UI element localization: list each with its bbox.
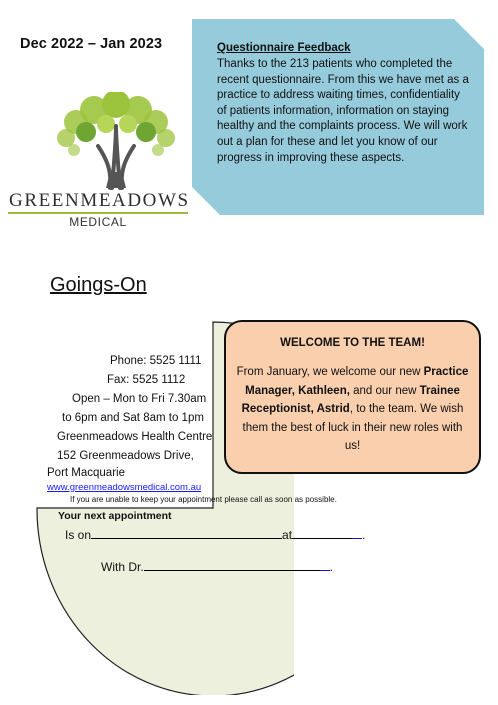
tree-logo-icon <box>46 92 186 192</box>
welcome-intro: From January, we welcome our new <box>236 366 421 378</box>
welcome-box <box>224 320 481 474</box>
logo-divider <box>8 212 188 214</box>
is-on-label: Is on <box>65 528 92 542</box>
logo-wordmark: GREENMEADOWS <box>9 190 190 211</box>
section-title: Goings-On <box>50 274 147 296</box>
address-line2: 152 Greenmeadows Drive, <box>57 450 194 462</box>
fax-number: Fax: 5525 1112 <box>107 374 186 386</box>
welcome-outro: , to the team. We wish them the best of luck in their new roles with us! <box>242 403 464 453</box>
appointment-doctor-row: With Dr. . <box>101 560 334 574</box>
feedback-title: Questionnaire Feedback <box>217 42 351 54</box>
cancellation-notice: If you are unable to keep your appointment please call as soon as possible. <box>70 495 337 504</box>
date-blank-field[interactable] <box>91 527 282 539</box>
opening-hours-line1: Open – Mon to Fri 7.30am <box>72 393 207 405</box>
welcome-role-manager: Practice Manager, Kathleen, <box>245 366 469 397</box>
doctor-blank-end <box>320 559 330 571</box>
doctor-blank-field[interactable] <box>144 559 320 571</box>
date-range: Dec 2022 – Jan 2023 <box>20 36 163 52</box>
welcome-role-receptionist: Trainee Receptionist, Astrid <box>241 384 460 416</box>
time-blank-field[interactable] <box>292 527 352 539</box>
with-dr-label: With Dr. <box>101 560 144 574</box>
at-label: at <box>282 528 293 542</box>
logo-subtitle: MEDICAL <box>69 215 127 229</box>
feedback-body: Thanks to the 213 patients who completed the recent questionnaire. From this we have met as a practice to address waiting times, confidentiality of patients information, information on staying healthy and the complaints process. We will work out a plan for these and let you know of our progress in improving these aspects. <box>217 58 469 164</box>
welcome-body <box>234 363 471 456</box>
phone-number: Phone: 5525 1111 <box>110 355 202 367</box>
opening-hours-line2: to 6pm and Sat 8am to 1pm <box>62 412 204 424</box>
time-blank-end <box>352 527 362 539</box>
appointment-title: Your next appointment <box>58 510 172 522</box>
welcome-mid: and our new <box>349 384 420 397</box>
appointment-date-row: Is on at . <box>65 528 366 542</box>
website-link[interactable]: www.greenmeadowsmedical.com.au <box>47 482 202 493</box>
address-line1: Greenmeadows Health Centre <box>57 431 213 443</box>
address-line3: Port Macquarie <box>47 467 125 479</box>
welcome-title: WELCOME TO THE TEAM! <box>280 337 425 349</box>
